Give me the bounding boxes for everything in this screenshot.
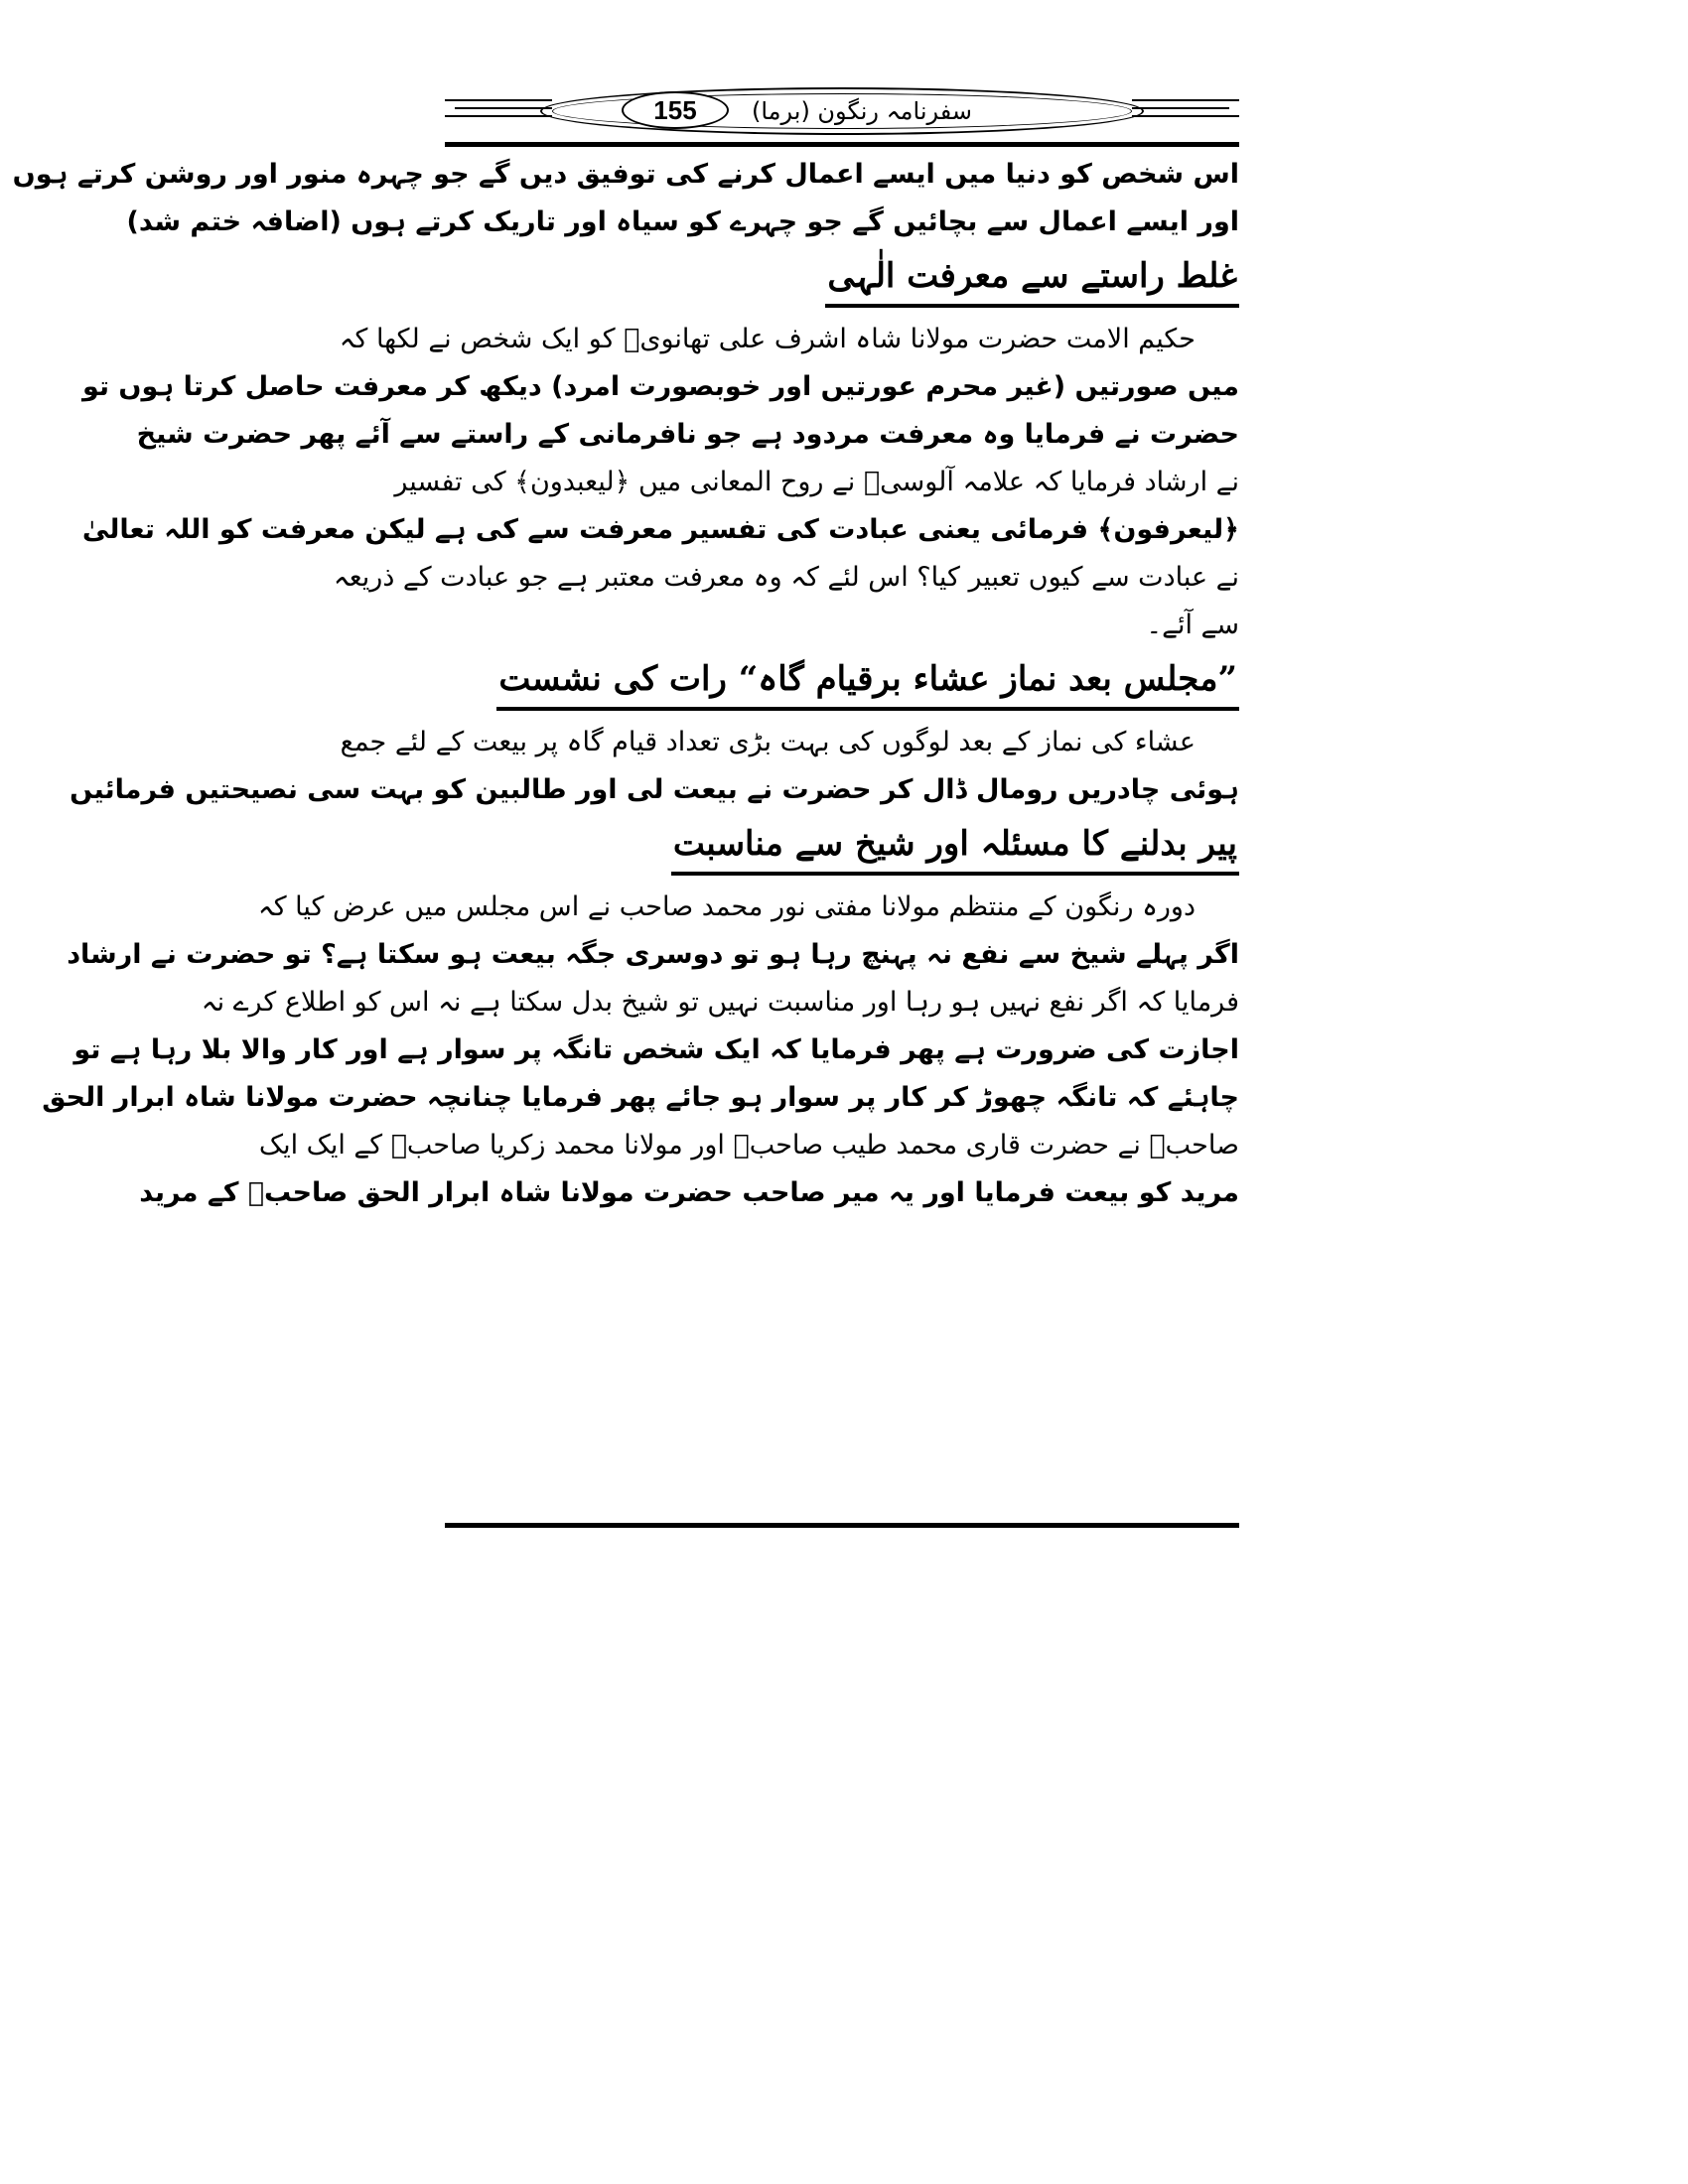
- page-header: [445, 85, 1239, 147]
- header-ornament-line: [1132, 99, 1239, 101]
- section-heading-wrap: [445, 653, 1239, 713]
- header-ornament-line: [445, 115, 552, 117]
- text-line: اس شخص کو دنیا میں ایسے اعمال کرنے کی توفیق دیں گے جو چہرہ منور اور روشن کرتے ہوں: [12, 159, 1239, 190]
- text-line: فرمایا کہ اگر نفع نہیں ہو رہا اور مناسبت نہیں تو شیخ بدل سکتا ہے نہ اس کو اطلاع کرے نہ: [201, 987, 1239, 1018]
- text-line: حضرت نے فرمایا وہ معرفت مردود ہے جو نافرمانی کے راستے سے آئے پھر حضرت شیخ: [136, 419, 1239, 450]
- text-line: نے عبادت سے کیوں تعبیر کیا؟ اس لئے کہ وہ معرفت معتبر ہے جو عبادت کے ذریعہ: [333, 562, 1239, 593]
- text-line: ہوئی چادریں رومال ڈال کر حضرت نے بیعت لی اور طالبین کو بہت سی نصیحتیں فرمائیں: [70, 774, 1239, 805]
- header-rule: [445, 142, 1239, 147]
- header-ornament-line: [445, 99, 552, 101]
- header-ornament-line: [1132, 115, 1239, 117]
- text-line: چاہئے کہ تانگہ چھوڑ کر کار پر سوار ہو جائے پھر فرمایا چنانچہ حضرت مولانا شاہ ابرار الحق: [42, 1082, 1239, 1113]
- text-line: سے آئے۔: [1146, 610, 1239, 640]
- footer-rule: [445, 1523, 1239, 1528]
- text-line: میں صورتیں (غیر محرم عورتیں اور خوبصورت امرد) دیکھ کر معرفت حاصل کرتا ہوں تو: [81, 371, 1239, 402]
- section-heading: غلط راستے سے معرفت الٰہی: [825, 250, 1239, 308]
- text-line: اور ایسے اعمال سے بچائیں گے جو چہرے کو سیاہ اور تاریک کرتے ہوں (اضافہ ختم شد): [126, 206, 1239, 237]
- section-heading: ”مجلس بعد نماز عشاء برقیام گاہ“ رات کی نشست: [496, 653, 1239, 711]
- text-line: حکیم الامت حضرت مولانا شاہ اشرف علی تھانویؒ کو ایک شخص نے لکھا کہ: [339, 324, 1196, 354]
- section-heading: پیر بدلنے کا مسئلہ اور شیخ سے مناسبت: [671, 818, 1239, 876]
- text-line: اگر پہلے شیخ سے نفع نہ پہنچ رہا ہو تو دوسری جگہ بیعت ہو سکتا ہے؟ تو حضرت نے ارشاد: [67, 939, 1239, 970]
- text-line: صاحبؒ نے حضرت قاری محمد طیب صاحبؒ اور مولانا محمد زکریا صاحبؒ کے ایک ایک: [258, 1130, 1239, 1160]
- text-line: دورہ رنگون کے منتظم مولانا مفتی نور محمد صاحب نے اس مجلس میں عرض کیا کہ: [257, 891, 1196, 922]
- text-line: عشاء کی نماز کے بعد لوگوں کی بہت بڑی تعداد قیام گاہ پر بیعت کے لئے جمع: [340, 727, 1196, 757]
- section-heading-wrap: [445, 818, 1239, 878]
- text-line: ﴿لیعرفون﴾ فرمائی یعنی عبادت کی تفسیر معرفت سے کی ہے لیکن معرفت کو اللہ تعالیٰ: [81, 514, 1239, 545]
- page-number: 155: [622, 91, 729, 129]
- section-heading-wrap: [445, 250, 1239, 310]
- running-title: سفرنامہ رنگون (برما): [751, 97, 973, 125]
- page-body: [12, 151, 1239, 1217]
- text-line: مرید کو بیعت فرمایا اور یہ میر صاحب حضرت مولانا شاہ ابرار الحق صاحبؒ کے مرید: [139, 1177, 1239, 1208]
- page-column: [12, 85, 1239, 1555]
- text-line: نے ارشاد فرمایا کہ علامہ آلوسیؒ نے روح المعانی میں ﴿لیعبدون﴾ کی تفسیر: [394, 467, 1239, 497]
- header-ornament-line: [455, 107, 552, 109]
- text-line: اجازت کی ضرورت ہے پھر فرمایا کہ ایک شخص تانگہ پر سوار ہے اور کار والا بلا رہا ہے تو: [73, 1034, 1239, 1065]
- header-ornament-line: [1132, 107, 1229, 109]
